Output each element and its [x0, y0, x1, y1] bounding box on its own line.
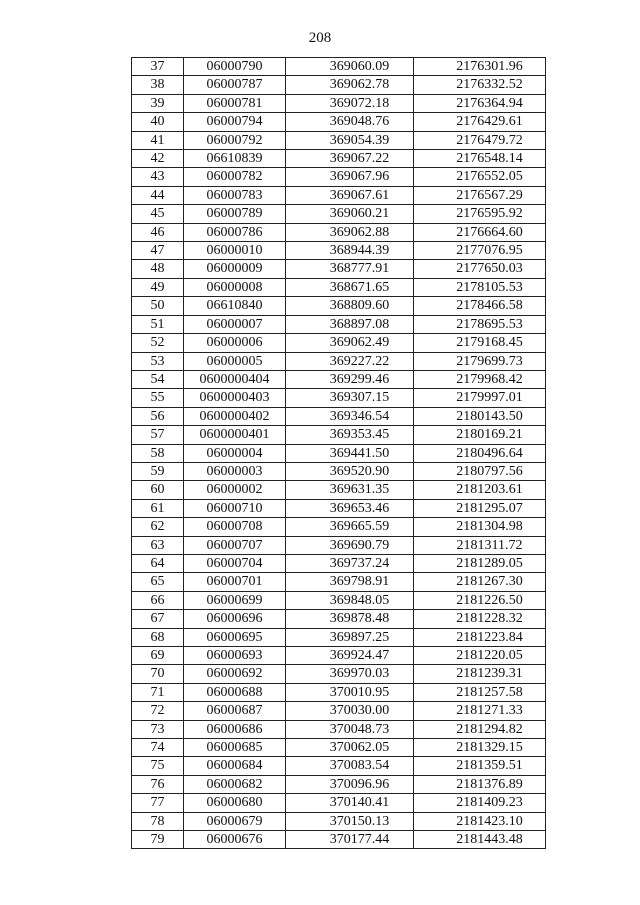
point-id: 06000009 — [184, 260, 286, 278]
row-number: 42 — [132, 150, 184, 168]
point-id: 06000687 — [184, 702, 286, 720]
table-row — [132, 242, 546, 260]
row-number: 76 — [132, 775, 184, 793]
row-number: 48 — [132, 260, 184, 278]
table-row — [132, 536, 546, 554]
y-coordinate: 2176664.60 — [414, 223, 546, 241]
x-coordinate: 370030.00 — [286, 702, 414, 720]
x-coordinate: 369299.46 — [286, 370, 414, 388]
y-coordinate: 2179699.73 — [414, 352, 546, 370]
point-id: 06000693 — [184, 647, 286, 665]
table-row — [132, 223, 546, 241]
row-number: 38 — [132, 76, 184, 94]
row-number: 68 — [132, 628, 184, 646]
table-row — [132, 334, 546, 352]
x-coordinate: 369848.05 — [286, 591, 414, 609]
y-coordinate: 2181311.72 — [414, 536, 546, 554]
row-number: 72 — [132, 702, 184, 720]
point-id: 06000680 — [184, 794, 286, 812]
x-coordinate: 370048.73 — [286, 720, 414, 738]
y-coordinate: 2180797.56 — [414, 462, 546, 480]
x-coordinate: 369060.09 — [286, 58, 414, 76]
table-row — [132, 591, 546, 609]
x-coordinate: 370150.13 — [286, 812, 414, 830]
x-coordinate: 369690.79 — [286, 536, 414, 554]
point-id: 06000692 — [184, 665, 286, 683]
point-id: 06000679 — [184, 812, 286, 830]
y-coordinate: 2177650.03 — [414, 260, 546, 278]
point-id: 06000010 — [184, 242, 286, 260]
point-id: 06000003 — [184, 462, 286, 480]
point-id: 06000792 — [184, 131, 286, 149]
point-id: 06000783 — [184, 186, 286, 204]
page-number: 208 — [308, 30, 332, 46]
point-id: 06000684 — [184, 757, 286, 775]
point-id: 06000685 — [184, 739, 286, 757]
table-row — [132, 554, 546, 572]
row-number: 61 — [132, 499, 184, 517]
point-id: 06000789 — [184, 205, 286, 223]
y-coordinate: 2181409.23 — [414, 794, 546, 812]
point-id: 0600000402 — [184, 407, 286, 425]
table-row — [132, 444, 546, 462]
row-number: 74 — [132, 739, 184, 757]
x-coordinate: 370062.05 — [286, 739, 414, 757]
x-coordinate: 369307.15 — [286, 389, 414, 407]
point-id: 06000707 — [184, 536, 286, 554]
table-row — [132, 150, 546, 168]
point-id: 06000008 — [184, 278, 286, 296]
row-number: 66 — [132, 591, 184, 609]
table-row — [132, 352, 546, 370]
y-coordinate: 2181267.30 — [414, 573, 546, 591]
table-row — [132, 186, 546, 204]
point-id: 06000695 — [184, 628, 286, 646]
point-id: 06610840 — [184, 297, 286, 315]
x-coordinate: 369062.88 — [286, 223, 414, 241]
x-coordinate: 368809.60 — [286, 297, 414, 315]
x-coordinate: 369060.21 — [286, 205, 414, 223]
table-row — [132, 720, 546, 738]
table-row — [132, 518, 546, 536]
x-coordinate: 370140.41 — [286, 794, 414, 812]
table-row — [132, 739, 546, 757]
y-coordinate: 2181220.05 — [414, 647, 546, 665]
y-coordinate: 2178105.53 — [414, 278, 546, 296]
table-row — [132, 260, 546, 278]
row-number: 60 — [132, 481, 184, 499]
y-coordinate: 2177076.95 — [414, 242, 546, 260]
x-coordinate: 369924.47 — [286, 647, 414, 665]
table-row — [132, 647, 546, 665]
row-number: 45 — [132, 205, 184, 223]
row-number: 50 — [132, 297, 184, 315]
table-row — [132, 131, 546, 149]
x-coordinate: 369970.03 — [286, 665, 414, 683]
x-coordinate: 368671.65 — [286, 278, 414, 296]
row-number: 59 — [132, 462, 184, 480]
y-coordinate: 2176429.61 — [414, 113, 546, 131]
row-number: 54 — [132, 370, 184, 388]
y-coordinate: 2181228.32 — [414, 610, 546, 628]
row-number: 73 — [132, 720, 184, 738]
x-coordinate: 369072.18 — [286, 94, 414, 112]
y-coordinate: 2176364.94 — [414, 94, 546, 112]
table-row — [132, 168, 546, 186]
x-coordinate: 369054.39 — [286, 131, 414, 149]
point-id: 06000002 — [184, 481, 286, 499]
y-coordinate: 2176595.92 — [414, 205, 546, 223]
y-coordinate: 2181271.33 — [414, 702, 546, 720]
row-number: 77 — [132, 794, 184, 812]
y-coordinate: 2180143.50 — [414, 407, 546, 425]
table-row — [132, 794, 546, 812]
table-row — [132, 812, 546, 830]
y-coordinate: 2180496.64 — [414, 444, 546, 462]
y-coordinate: 2181239.31 — [414, 665, 546, 683]
y-coordinate: 2176479.72 — [414, 131, 546, 149]
x-coordinate: 370177.44 — [286, 831, 414, 849]
y-coordinate: 2179168.45 — [414, 334, 546, 352]
x-coordinate: 369067.96 — [286, 168, 414, 186]
table-row — [132, 205, 546, 223]
table-row — [132, 573, 546, 591]
y-coordinate: 2181443.48 — [414, 831, 546, 849]
table-row — [132, 407, 546, 425]
row-number: 40 — [132, 113, 184, 131]
row-number: 56 — [132, 407, 184, 425]
row-number: 51 — [132, 315, 184, 333]
point-id: 06000699 — [184, 591, 286, 609]
x-coordinate: 369665.59 — [286, 518, 414, 536]
table-row — [132, 628, 546, 646]
x-coordinate: 368897.08 — [286, 315, 414, 333]
y-coordinate: 2181329.15 — [414, 739, 546, 757]
row-number: 47 — [132, 242, 184, 260]
y-coordinate: 2178695.53 — [414, 315, 546, 333]
table-row — [132, 76, 546, 94]
x-coordinate: 369653.46 — [286, 499, 414, 517]
row-number: 58 — [132, 444, 184, 462]
table-row — [132, 370, 546, 388]
row-number: 78 — [132, 812, 184, 830]
table-row — [132, 278, 546, 296]
x-coordinate: 369353.45 — [286, 426, 414, 444]
table-row — [132, 315, 546, 333]
row-number: 62 — [132, 518, 184, 536]
row-number: 65 — [132, 573, 184, 591]
y-coordinate: 2179997.01 — [414, 389, 546, 407]
point-id: 0600000401 — [184, 426, 286, 444]
table-row — [132, 94, 546, 112]
y-coordinate: 2181223.84 — [414, 628, 546, 646]
point-id: 06610839 — [184, 150, 286, 168]
y-coordinate: 2181304.98 — [414, 518, 546, 536]
table-row — [132, 389, 546, 407]
y-coordinate: 2181226.50 — [414, 591, 546, 609]
point-id: 0600000404 — [184, 370, 286, 388]
y-coordinate: 2176301.96 — [414, 58, 546, 76]
point-id: 06000786 — [184, 223, 286, 241]
point-id: 06000790 — [184, 58, 286, 76]
y-coordinate: 2181376.89 — [414, 775, 546, 793]
table-row — [132, 665, 546, 683]
point-id: 06000004 — [184, 444, 286, 462]
row-number: 70 — [132, 665, 184, 683]
y-coordinate: 2181203.61 — [414, 481, 546, 499]
row-number: 52 — [132, 334, 184, 352]
row-number: 55 — [132, 389, 184, 407]
x-coordinate: 369067.22 — [286, 150, 414, 168]
table-row — [132, 831, 546, 849]
x-coordinate: 369048.76 — [286, 113, 414, 131]
point-id: 06000781 — [184, 94, 286, 112]
table-row — [132, 297, 546, 315]
coordinates-table-body — [132, 58, 546, 849]
x-coordinate: 368777.91 — [286, 260, 414, 278]
row-number: 43 — [132, 168, 184, 186]
row-number: 63 — [132, 536, 184, 554]
table-row — [132, 499, 546, 517]
x-coordinate: 370010.95 — [286, 683, 414, 701]
y-coordinate: 2176548.14 — [414, 150, 546, 168]
row-number: 67 — [132, 610, 184, 628]
y-coordinate: 2181423.10 — [414, 812, 546, 830]
point-id: 06000701 — [184, 573, 286, 591]
y-coordinate: 2181294.82 — [414, 720, 546, 738]
table-row — [132, 757, 546, 775]
y-coordinate: 2176552.05 — [414, 168, 546, 186]
point-id: 06000686 — [184, 720, 286, 738]
row-number: 41 — [132, 131, 184, 149]
x-coordinate: 369441.50 — [286, 444, 414, 462]
y-coordinate: 2181257.58 — [414, 683, 546, 701]
row-number: 39 — [132, 94, 184, 112]
row-number: 37 — [132, 58, 184, 76]
coordinates-table — [131, 57, 546, 849]
x-coordinate: 369520.90 — [286, 462, 414, 480]
x-coordinate: 369798.91 — [286, 573, 414, 591]
row-number: 57 — [132, 426, 184, 444]
x-coordinate: 370083.54 — [286, 757, 414, 775]
x-coordinate: 369897.25 — [286, 628, 414, 646]
y-coordinate: 2179968.42 — [414, 370, 546, 388]
y-coordinate: 2176567.29 — [414, 186, 546, 204]
point-id: 06000787 — [184, 76, 286, 94]
row-number: 64 — [132, 554, 184, 572]
y-coordinate: 2178466.58 — [414, 297, 546, 315]
x-coordinate: 370096.96 — [286, 775, 414, 793]
y-coordinate: 2181359.51 — [414, 757, 546, 775]
y-coordinate: 2181289.05 — [414, 554, 546, 572]
table-row — [132, 481, 546, 499]
point-id: 06000696 — [184, 610, 286, 628]
table-row — [132, 610, 546, 628]
y-coordinate: 2181295.07 — [414, 499, 546, 517]
table-row — [132, 683, 546, 701]
x-coordinate: 368944.39 — [286, 242, 414, 260]
point-id: 06000005 — [184, 352, 286, 370]
row-number: 46 — [132, 223, 184, 241]
row-number: 44 — [132, 186, 184, 204]
x-coordinate: 369062.78 — [286, 76, 414, 94]
table-row — [132, 58, 546, 76]
point-id: 06000007 — [184, 315, 286, 333]
x-coordinate: 369737.24 — [286, 554, 414, 572]
row-number: 53 — [132, 352, 184, 370]
x-coordinate: 369346.54 — [286, 407, 414, 425]
point-id: 06000794 — [184, 113, 286, 131]
point-id: 06000676 — [184, 831, 286, 849]
table-row — [132, 462, 546, 480]
point-id: 06000710 — [184, 499, 286, 517]
x-coordinate: 369067.61 — [286, 186, 414, 204]
x-coordinate: 369631.35 — [286, 481, 414, 499]
row-number: 69 — [132, 647, 184, 665]
point-id: 06000006 — [184, 334, 286, 352]
table-row — [132, 775, 546, 793]
point-id: 06000682 — [184, 775, 286, 793]
row-number: 71 — [132, 683, 184, 701]
row-number: 75 — [132, 757, 184, 775]
y-coordinate: 2176332.52 — [414, 76, 546, 94]
point-id: 0600000403 — [184, 389, 286, 407]
row-number: 49 — [132, 278, 184, 296]
table-row — [132, 426, 546, 444]
x-coordinate: 369062.49 — [286, 334, 414, 352]
point-id: 06000708 — [184, 518, 286, 536]
y-coordinate: 2180169.21 — [414, 426, 546, 444]
x-coordinate: 369878.48 — [286, 610, 414, 628]
point-id: 06000688 — [184, 683, 286, 701]
x-coordinate: 369227.22 — [286, 352, 414, 370]
table-row — [132, 113, 546, 131]
point-id: 06000704 — [184, 554, 286, 572]
table-row — [132, 702, 546, 720]
row-number: 79 — [132, 831, 184, 849]
point-id: 06000782 — [184, 168, 286, 186]
